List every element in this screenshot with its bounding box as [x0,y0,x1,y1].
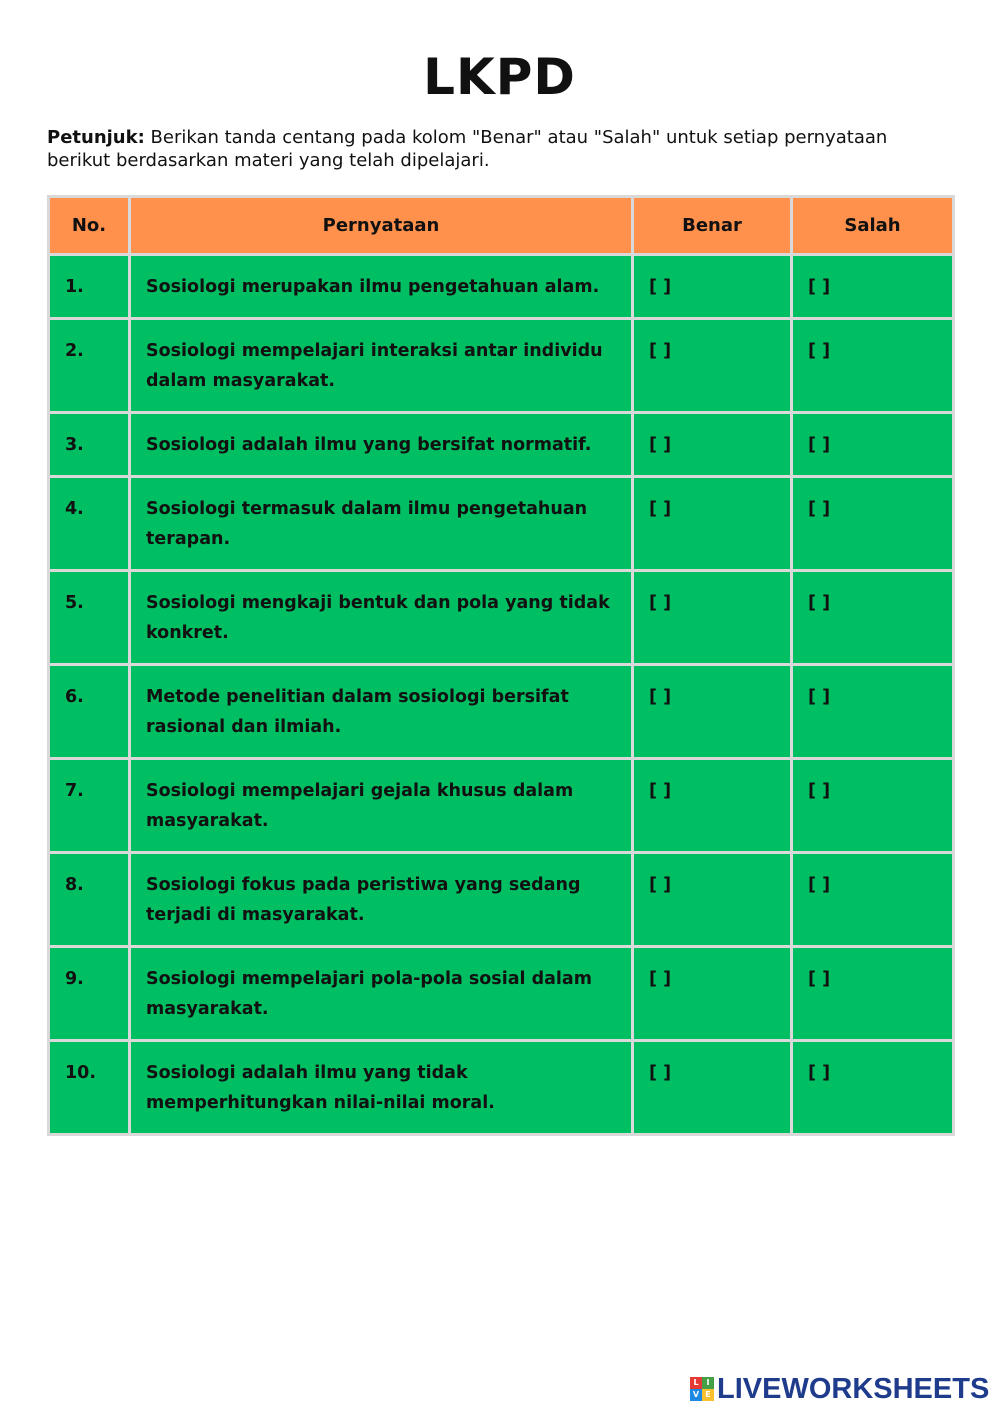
table-row [49,413,954,477]
liveworksheets-logo-icon [690,1377,714,1401]
table-row [49,853,954,947]
salah-checkbox[interactable]: [ ] [792,759,954,853]
page-title: LKPD [423,48,576,106]
row-statement: Metode penelitian dalam sosiologi bersifat rasional dan ilmiah. [130,665,633,759]
instructions-lead: Petunjuk: [47,127,145,148]
row-number: 2. [49,319,130,413]
benar-checkbox[interactable]: [ ] [633,413,792,477]
benar-checkbox[interactable]: [ ] [633,319,792,413]
instructions [47,126,947,172]
row-number: 4. [49,477,130,571]
header-statement: Pernyataan [130,197,633,255]
row-statement: Sosiologi mempelajari gejala khusus dalam masyarakat. [130,759,633,853]
table-row [49,1041,954,1135]
row-statement: Sosiologi mengkaji bentuk dan pola yang tidak konkret. [130,571,633,665]
row-statement: Sosiologi mempelajari interaksi antar individu dalam masyarakat. [130,319,633,413]
benar-checkbox[interactable]: [ ] [633,853,792,947]
benar-checkbox[interactable]: [ ] [633,255,792,319]
row-number: 5. [49,571,130,665]
salah-checkbox[interactable]: [ ] [792,477,954,571]
salah-checkbox[interactable]: [ ] [792,319,954,413]
table-row [49,319,954,413]
salah-checkbox[interactable]: [ ] [792,853,954,947]
liveworksheets-wordmark: LIVEWORKSHEETS [717,1372,990,1405]
logo-tile: V [690,1389,702,1401]
row-number: 9. [49,947,130,1041]
liveworksheets-brand[interactable] [690,1372,989,1406]
salah-checkbox[interactable]: [ ] [792,1041,954,1135]
table-row [49,665,954,759]
statement-table [47,195,955,1136]
table-row [49,759,954,853]
row-number: 6. [49,665,130,759]
salah-checkbox[interactable]: [ ] [792,665,954,759]
row-statement: Sosiologi termasuk dalam ilmu pengetahuan terapan. [130,477,633,571]
row-number: 8. [49,853,130,947]
benar-checkbox[interactable]: [ ] [633,477,792,571]
row-statement: Sosiologi fokus pada peristiwa yang sedang terjadi di masyarakat. [130,853,633,947]
header-salah: Salah [792,197,954,255]
header-no: No. [49,197,130,255]
table-row [49,571,954,665]
row-number: 3. [49,413,130,477]
logo-tile: L [690,1377,702,1389]
benar-checkbox[interactable]: [ ] [633,665,792,759]
benar-checkbox[interactable]: [ ] [633,947,792,1041]
table-row [49,947,954,1041]
table-row [49,255,954,319]
row-number: 1. [49,255,130,319]
table-row [49,477,954,571]
row-statement: Sosiologi merupakan ilmu pengetahuan alam. [130,255,633,319]
instructions-text: Berikan tanda centang pada kolom "Benar" atau "Salah" untuk setiap pernyataan berikut berdasarkan materi yang telah dipelajari. [47,127,888,171]
benar-checkbox[interactable]: [ ] [633,759,792,853]
logo-tile: I [702,1377,714,1389]
salah-checkbox[interactable]: [ ] [792,413,954,477]
logo-tile: E [702,1389,714,1401]
benar-checkbox[interactable]: [ ] [633,571,792,665]
row-statement: Sosiologi adalah ilmu yang tidak memperhitungkan nilai-nilai moral. [130,1041,633,1135]
row-statement: Sosiologi adalah ilmu yang bersifat normatif. [130,413,633,477]
row-number: 10. [49,1041,130,1135]
salah-checkbox[interactable]: [ ] [792,571,954,665]
salah-checkbox[interactable]: [ ] [792,255,954,319]
benar-checkbox[interactable]: [ ] [633,1041,792,1135]
row-statement: Sosiologi mempelajari pola-pola sosial dalam masyarakat. [130,947,633,1041]
header-benar: Benar [633,197,792,255]
salah-checkbox[interactable]: [ ] [792,947,954,1041]
row-number: 7. [49,759,130,853]
table-header-row [49,197,954,255]
